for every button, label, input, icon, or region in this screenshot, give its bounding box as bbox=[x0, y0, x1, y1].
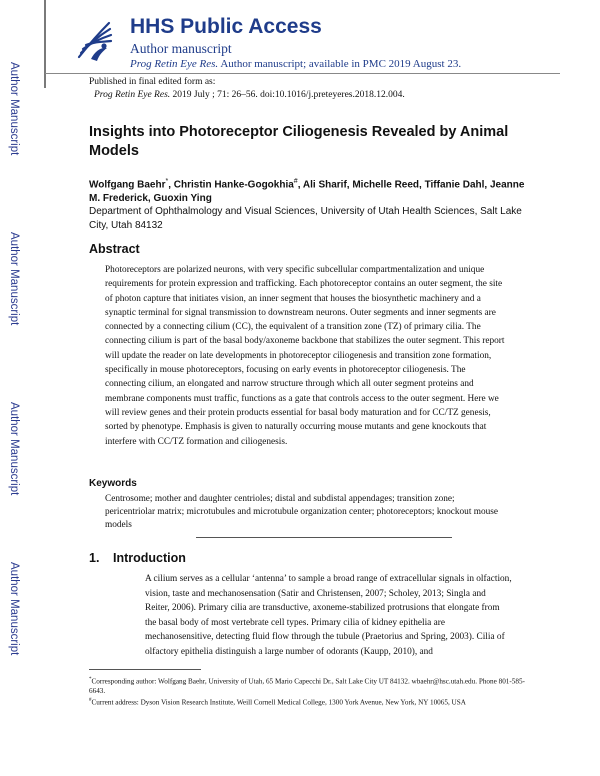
margin-label-1: Author Manuscript bbox=[8, 62, 20, 156]
footnote-mark: # bbox=[89, 698, 92, 704]
header-journal: Prog Retin Eye Res. bbox=[130, 58, 219, 70]
affiliation: Department of Ophthalmology and Visual Sciences, University of Utah Health Sciences, Salt Lake City, Utah 84132 bbox=[89, 206, 522, 231]
introduction-heading bbox=[89, 551, 186, 565]
margin-label-2: Author Manuscript bbox=[8, 232, 20, 326]
section-divider bbox=[196, 537, 452, 538]
current-address-footnote bbox=[89, 696, 529, 708]
footnote-mark: * bbox=[89, 677, 92, 682]
publication-citation bbox=[94, 90, 405, 100]
keywords-heading: Keywords bbox=[89, 478, 137, 489]
published-label: Published in final edited form as: bbox=[89, 77, 216, 87]
header-rule bbox=[45, 73, 560, 74]
abstract-heading: Abstract bbox=[89, 242, 140, 256]
section-number: 1. bbox=[89, 551, 100, 565]
hhs-public-access-title: HHS Public Access bbox=[130, 15, 322, 38]
header-availability: Author manuscript; available in PMC 2019 August 23. bbox=[220, 58, 462, 70]
footnote-text: Current address: Dyson Vision Research Institute, Weill Cornell Medical College, 1300 York Avenue, New York, NY 10065, USA bbox=[91, 698, 466, 707]
margin-label-3: Author Manuscript bbox=[8, 402, 20, 496]
introduction-body: A cilium serves as a cellular ‘antenna’ to sample a broad range of extracellular signals in olfaction, vision, taste and mechanosensation (Satir and Christensen, 2007; Scholey, 2013; Singla and Reiter, 2006). Primary cilia are transductive, axoneme-stabilized protrusions that elongate from the basal body of most vertebrate cell types. Primary cilia of kidney epithelia are mechanosensitive, detecting fluid flow through the tubule (Praetorius and Spring, 2003). Cilia of olfactory epithelia distinguish a large number of odorants (Kaupp, 2010), and bbox=[145, 574, 512, 657]
section-title: Introduction bbox=[113, 551, 186, 565]
header-citation bbox=[130, 58, 461, 70]
footnote-rule bbox=[89, 669, 201, 670]
footnotes bbox=[89, 675, 529, 708]
author-name: , Christin Hanke-Gogokhia bbox=[168, 179, 294, 191]
author-manuscript-subtitle: Author manuscript bbox=[130, 41, 232, 56]
author-names: , Ali Sharif, Michelle Reed, Tiffanie Dahl, Jeanne M. Frederick, Guoxin Ying bbox=[89, 179, 525, 205]
author-manuscript-margin bbox=[0, 0, 42, 776]
publication-journal: Prog Retin Eye Res. bbox=[94, 90, 171, 100]
author-name: Wolfgang Baehr bbox=[89, 179, 166, 191]
corresponding-mark: * bbox=[165, 178, 169, 185]
margin-label-4: Author Manuscript bbox=[8, 562, 20, 656]
author-list bbox=[89, 175, 529, 206]
header-vertical-divider bbox=[44, 0, 46, 88]
corresponding-author-footnote bbox=[89, 675, 529, 696]
current-address-mark: # bbox=[293, 178, 298, 185]
abstract-body: Photoreceptors are polarized neurons, with very specific subcellular compartmentalization and unique requirements for protein expression and trafficking. Each photoreceptor contains an outer segment, the site of photon capture that initiates vision, an inner segment that houses the biosynthetic machinery and a synaptic terminal for signal transmission to downstream neurons. Outer segments and inner segments are connected by a connecting cilium (CC), the equivalent of a transition zone (TZ) of primary cilia. The connecting cilium is part of the basal body/axoneme backbone that stabilizes the outer segment. This report will update the reader on late developments in photoreceptor ciliogenesis and transition zone formation, specifically in mouse photoreceptors, focusing on early events in photoreceptor ciliogenesis. The connecting cilium, an elongated and narrow structure through which all outer segment proteins and membrane components must traffic, functions as a gate that controls access to the outer segment. Here we will review genes and their protein products essential for basal body maturation and for CC/TZ genesis, sorted by phenotype. Emphasis is given to naturally occurring mouse mutants and gene knockouts that interfere with CC/TZ formation and ciliogenesis. bbox=[105, 265, 505, 447]
keywords-body: Centrosome; mother and daughter centrioles; distal and subdistal appendages; transition zone; pericentriolar matrix; microtubules and microtubule organization center; photoreceptors; knockout mouse models bbox=[105, 494, 499, 530]
publication-details: 2019 July ; 71: 26–56. doi:10.1016/j.preteyeres.2018.12.004. bbox=[172, 90, 405, 100]
article-title: Insights into Photoreceptor Ciliogenesis Revealed by Animal Models bbox=[89, 124, 509, 159]
hhs-eagle-icon bbox=[73, 17, 115, 63]
footnote-text: Corresponding author: Wolfgang Baehr, University of Utah, 65 Mario Capecchi Dr., Salt Lake City UT 84132. wbaehr@hsc.utah.edu. Phone 801-585-6643. bbox=[89, 677, 525, 695]
